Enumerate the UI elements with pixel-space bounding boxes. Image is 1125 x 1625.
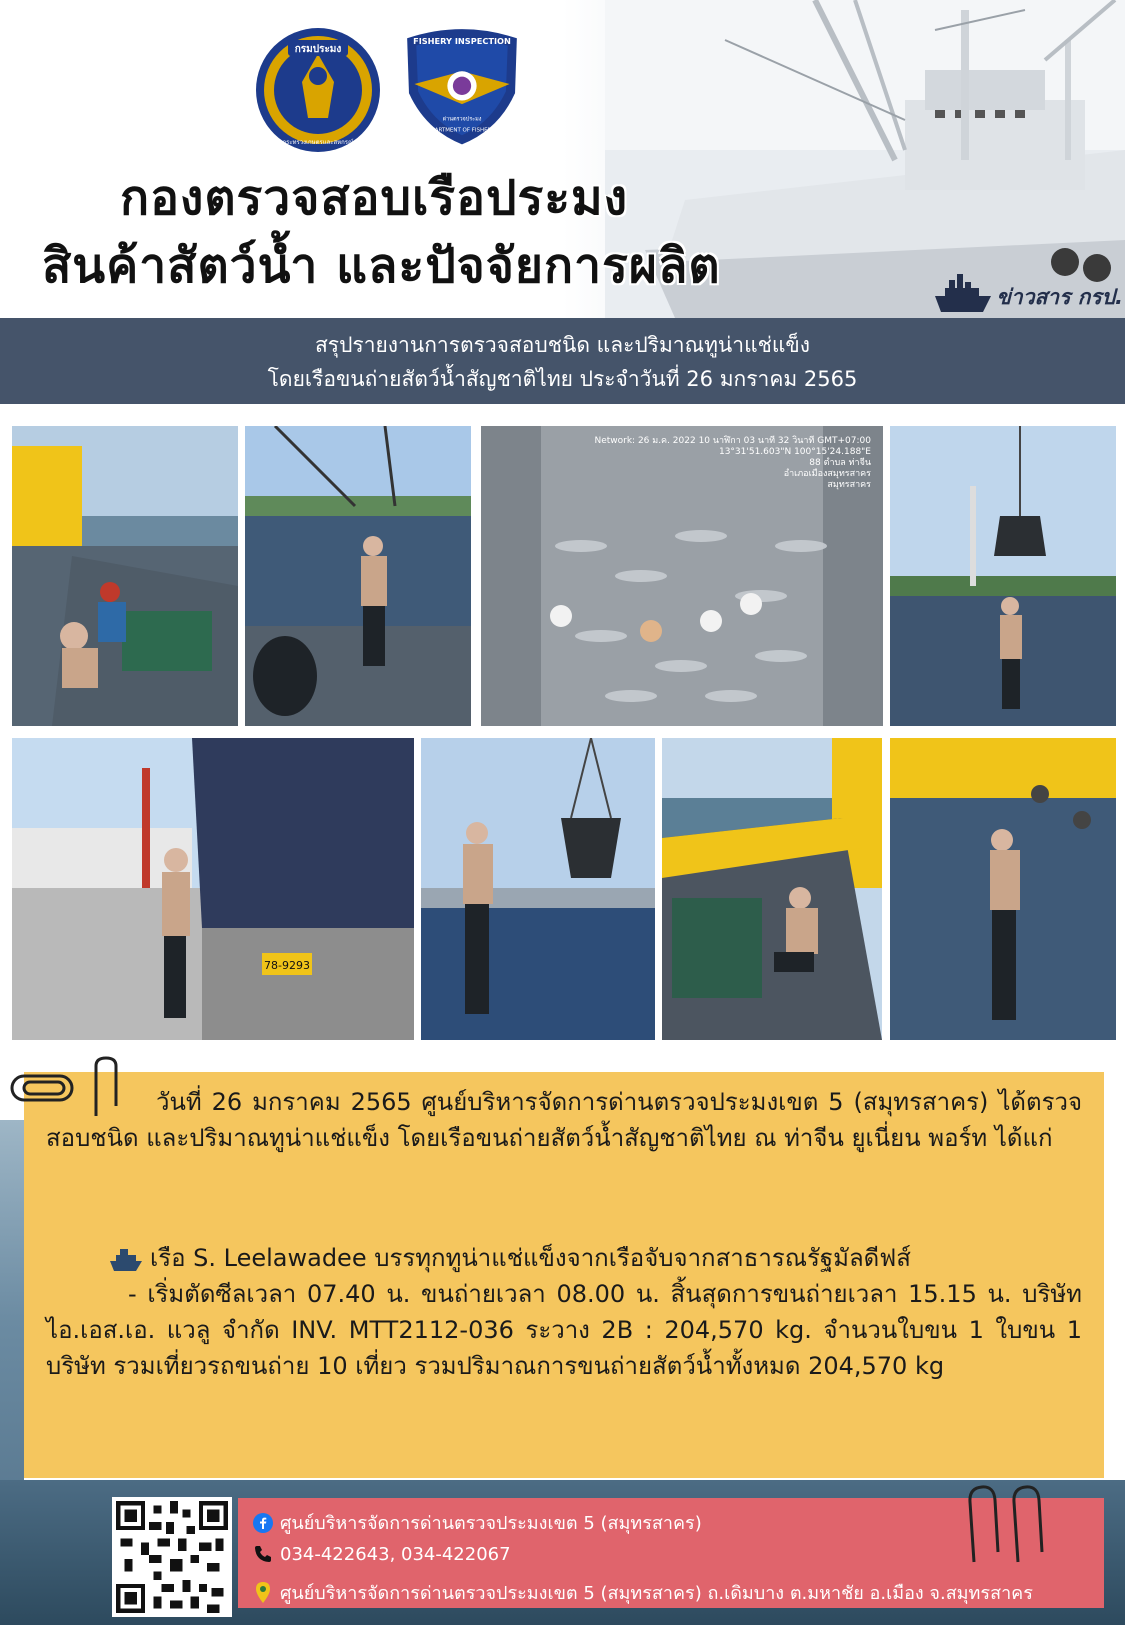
phone-numbers: 034-422643, 034-422067 bbox=[280, 1543, 511, 1565]
footer-facebook-row[interactable] bbox=[252, 1508, 702, 1537]
report-text-box bbox=[24, 1072, 1104, 1478]
report-paragraph-2 bbox=[46, 1240, 1082, 1384]
photo-inspector-photographing-net bbox=[421, 738, 655, 1040]
cargo-ship-icon bbox=[110, 1245, 142, 1271]
photo-timestamp: Network: 26 ม.ค. 2022 10 นาฬิกา 03 นาที 32 วินาที GMT+07:00 13°31'51.603"N 100°15'24.188"E 88 ตำบล ท่าจีน อำเภอเมืองสมุทรสาคร สมุทรสาคร bbox=[594, 436, 871, 490]
news-label: ข่าวสาร กรป. bbox=[996, 285, 1123, 309]
photo-inspector-checking-hatch bbox=[245, 426, 471, 726]
photo-inspector-deck-box bbox=[12, 426, 238, 726]
banner-line-2: โดยเรือขนถ่ายสัตว์น้ำสัญชาติไทย ประจำวันที่ 26 มกราคม 2565 bbox=[267, 367, 858, 391]
photo-inspector-crouching-box bbox=[662, 738, 882, 1040]
department-of-fisheries-seal bbox=[254, 26, 382, 154]
seal-bottom-text: กระทรวงเกษตรและสหกรณ์ bbox=[282, 139, 354, 146]
seal-top-text: กรมประมง bbox=[294, 44, 342, 55]
photo-inspector-hatch-wheel bbox=[890, 738, 1116, 1040]
footer-address-row[interactable] bbox=[252, 1578, 1033, 1607]
photo-inspector-truck-seal bbox=[12, 738, 414, 1040]
facebook-page-name: ศูนย์บริหารจัดการด่านตรวจประมงเขต 5 (สมุทรสาคร) bbox=[280, 1513, 702, 1534]
phone-icon bbox=[252, 1543, 274, 1565]
photo-crane-lifting-net bbox=[890, 426, 1116, 726]
page-title-line-2: สินค้าสัตว์น้ำ และปัจจัยการผลิต bbox=[42, 238, 721, 294]
facebook-icon bbox=[252, 1512, 274, 1534]
paper-clip-icon bbox=[10, 1056, 130, 1120]
fishery-inspection-badge bbox=[398, 20, 526, 148]
news-tag bbox=[935, 270, 1123, 314]
ship-icon bbox=[935, 270, 991, 314]
location-pin-icon bbox=[252, 1581, 274, 1605]
report-paragraph-1: วันที่ 26 มกราคม 2565 ศูนย์บริหารจัดการด่านตรวจประมงเขต 5 (สมุทรสาคร) ได้ตรวจสอบชนิด และปริมาณทูน่าแช่แข็ง โดยเรือขนถ่ายสัตว์น้ำสัญชาติไทย ณ ท่าจีน ยูเนี่ยน พอร์ท ได้แก่ bbox=[46, 1088, 1082, 1152]
summary-banner bbox=[0, 318, 1125, 404]
badge-top-text: FISHERY INSPECTION bbox=[413, 35, 511, 46]
footer-phone-row[interactable] bbox=[252, 1543, 511, 1565]
truck-plate: 78-9293 bbox=[264, 959, 310, 972]
badge-center-text: ด่านตรวจประมง bbox=[442, 116, 482, 123]
badge-bottom-text: DEPARTMENT OF FISHERIES bbox=[424, 127, 500, 134]
paper-clips-decoration-icon bbox=[960, 1482, 1070, 1570]
banner-line-1: สรุปรายงานการตรวจสอบชนิด และปริมาณทูน่าแช่แข็ง bbox=[314, 333, 811, 357]
qr-code[interactable] bbox=[112, 1497, 232, 1617]
header bbox=[0, 0, 1125, 318]
page-title-line-1: กองตรวจสอบเรือประมง bbox=[120, 170, 629, 226]
address-text: ศูนย์บริหารจัดการด่านตรวจประมงเขต 5 (สมุทรสาคร) ถ.เดิมบาง ต.มหาชัย อ.เมือง จ.สมุทรสาคร bbox=[280, 1583, 1033, 1604]
photo-tuna-in-hold bbox=[481, 426, 883, 726]
vessel-line: เรือ S. Leelawadee บรรทุกทูน่าแช่แข็งจากเรือจับจากสาธารณรัฐมัลดีฟส์ bbox=[150, 1244, 911, 1272]
unloading-details: - เริ่มตัดซีลเวลา 07.40 น. ขนถ่ายเวลา 08.00 น. สิ้นสุดการขนถ่ายเวลา 15.15 น. บริษัท ไอ.เอส.เอ. แวลู จำกัด INV. MTT2112-036 ระวาง 2B : 204,570 kg. จำนวนใบขน 1 ใบขน 1 บริษัท รวมเที่ยวรถขนถ่าย 10 เที่ยว รวมปริมาณการขนถ่ายสัตว์น้ำทั้งหมด 204,570 kg bbox=[46, 1280, 1082, 1380]
